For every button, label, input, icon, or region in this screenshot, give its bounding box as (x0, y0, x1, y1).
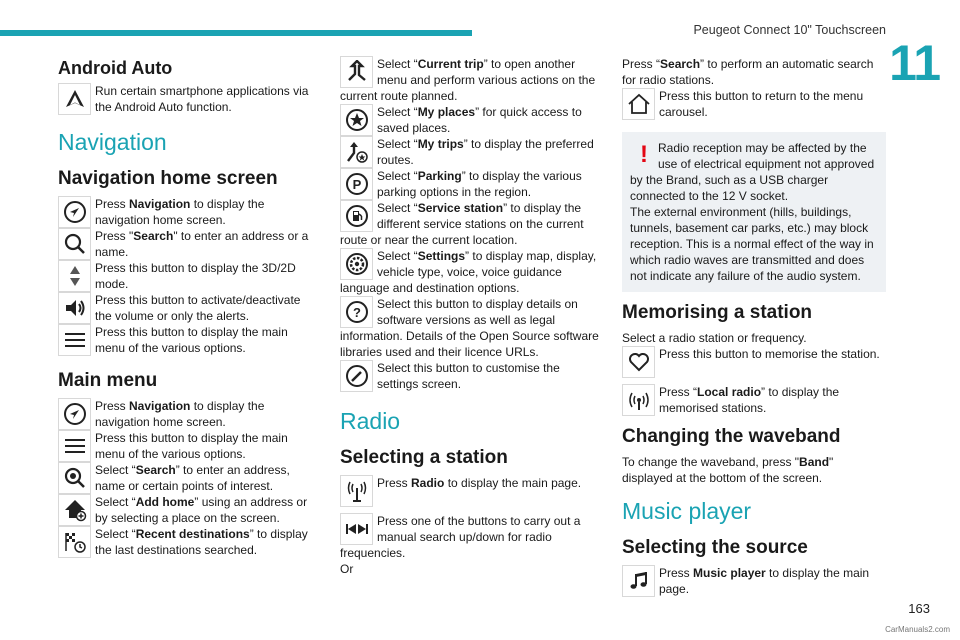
menu-item: Select “Add home” using an address or by selecting a place on the screen. (58, 494, 314, 526)
nav-option-item: Select “Service station” to display the different service stations on the current route or near the current location. (340, 201, 584, 247)
navigation-heading: Navigation (58, 129, 167, 155)
current-trip-icon (340, 56, 373, 88)
help-icon (340, 296, 373, 328)
memorise-item: Press this button to memorise the station. (622, 346, 886, 384)
note-line: The external environment (hills, buildings, tunnels, basement car parks, etc.) may block reception. This is a normal effect of the way in which radio waves are transmitted and does not indicate any failure of the audio system. (630, 205, 874, 283)
nav-item: Press Navigation to display the navigation home screen. (58, 196, 314, 228)
nav-item: Press this button to display the main menu of the various options. (58, 324, 314, 356)
watermark: CarManuals2.com (885, 625, 950, 634)
nav-item: Press this button to activate/deactivate the volume or only the alerts. (58, 292, 314, 324)
nav-option-item: Select “My trips” to display the preferred routes. (340, 136, 602, 168)
memorise-item: Press “Local radio” to display the memorised stations. (622, 384, 886, 416)
main-menu-heading: Main menu (58, 370, 158, 391)
memorise-heading: Memorising a station (622, 302, 813, 323)
local-radio-icon (622, 384, 655, 416)
column-1 (58, 56, 314, 558)
nav-option-item: Select “Current trip” to open another menu and perform various actions on the current route planned. (340, 57, 596, 103)
edit-icon (340, 360, 373, 392)
search-icon (58, 228, 91, 260)
my-trips-icon (340, 136, 373, 168)
nav-option-item: P Select “Parking” to display the various parking options in the region. (340, 168, 602, 200)
note-line: Radio reception may be affected by the use of electrical equipment not approved by the Brand, such as a USB charger connected to the 12 V socket. (630, 141, 875, 203)
or-text: Or (340, 562, 354, 576)
nav-option-item: Select “Settings” to display map, display, vehicle type, voice, voice guidance language and destination options. (340, 249, 597, 295)
heart-icon (622, 346, 655, 378)
nav-item: Press this button to display the 3D/2D mode. (58, 260, 314, 292)
select-station-heading: Selecting a station (340, 447, 508, 468)
column-2 (340, 56, 602, 583)
radio-item: Press one of the buttons to carry out a manual search up/down for radio frequencies. (340, 514, 581, 560)
android-auto-text: Run certain smartphone applications via the Android Auto function. (95, 84, 309, 114)
menu-item: Select “Search” to enter an address, name or certain points of interest. (58, 462, 314, 494)
nav-item: Press "Search" to enter an address or a name. (58, 228, 314, 260)
auto-search-text: Press “Search” to perform an automatic search for radio stations. (622, 57, 874, 87)
radio-item: Press Radio to display the main page. (340, 475, 602, 513)
menu-item: Press this button to display the main menu of the various options. (58, 430, 314, 462)
header-accent-bar (0, 30, 472, 36)
chapter-number: 11 (889, 35, 940, 91)
menu-item: Select “Recent destinations” to display the last destinations searched. (58, 526, 314, 558)
android-auto-icon (58, 83, 91, 115)
radio-antenna-icon (340, 475, 373, 507)
my-places-icon (340, 104, 373, 136)
music-note-icon (622, 565, 655, 597)
menu-item: Press Navigation to display the navigation home screen. (58, 398, 314, 430)
music-item: Press Music player to display the main page. (622, 565, 886, 597)
home-item: Press this button to return to the menu carousel. (622, 88, 886, 120)
svg-text:?: ? (352, 305, 361, 320)
nav-option-item: Select “My places” for quick access to saved places. (340, 104, 602, 136)
warning-icon: ! (640, 141, 648, 168)
view-mode-icon (58, 260, 91, 292)
waveband-text: To change the waveband, press "Band" displayed at the bottom of the screen. (622, 455, 834, 485)
svg-text:P: P (352, 177, 361, 192)
menu-icon (58, 430, 91, 462)
warning-note (622, 132, 886, 292)
volume-icon (58, 292, 91, 324)
memorise-text: Select a radio station or frequency. (622, 331, 807, 345)
seek-icon (340, 513, 373, 545)
select-source-heading: Selecting the source (622, 537, 808, 558)
page-number: 163 (908, 601, 930, 616)
home-icon (622, 88, 655, 120)
navigation-icon (58, 398, 91, 430)
music-player-heading: Music player (622, 498, 752, 524)
android-auto-item (58, 83, 314, 115)
menu-icon (58, 324, 91, 356)
settings-icon (340, 248, 373, 280)
poi-search-icon (58, 462, 91, 494)
recent-destinations-icon (58, 526, 91, 558)
column-3 (622, 56, 886, 597)
nav-option-item: ? Select this button to display details on software versions as well as legal information. Details of the Open Source software libraries used and their licence URLs. (340, 297, 599, 359)
add-home-icon (58, 494, 91, 526)
nav-option-item: Select this button to customise the settings screen. (340, 360, 602, 392)
header-title: Peugeot Connect 10" Touchscreen (693, 23, 886, 37)
radio-heading: Radio (340, 408, 401, 434)
service-station-icon (340, 200, 373, 232)
navigation-icon (58, 196, 91, 228)
waveband-heading: Changing the waveband (622, 426, 841, 447)
nav-home-heading: Navigation home screen (58, 168, 278, 189)
parking-icon (340, 168, 373, 200)
android-auto-heading: Android Auto (58, 58, 173, 78)
